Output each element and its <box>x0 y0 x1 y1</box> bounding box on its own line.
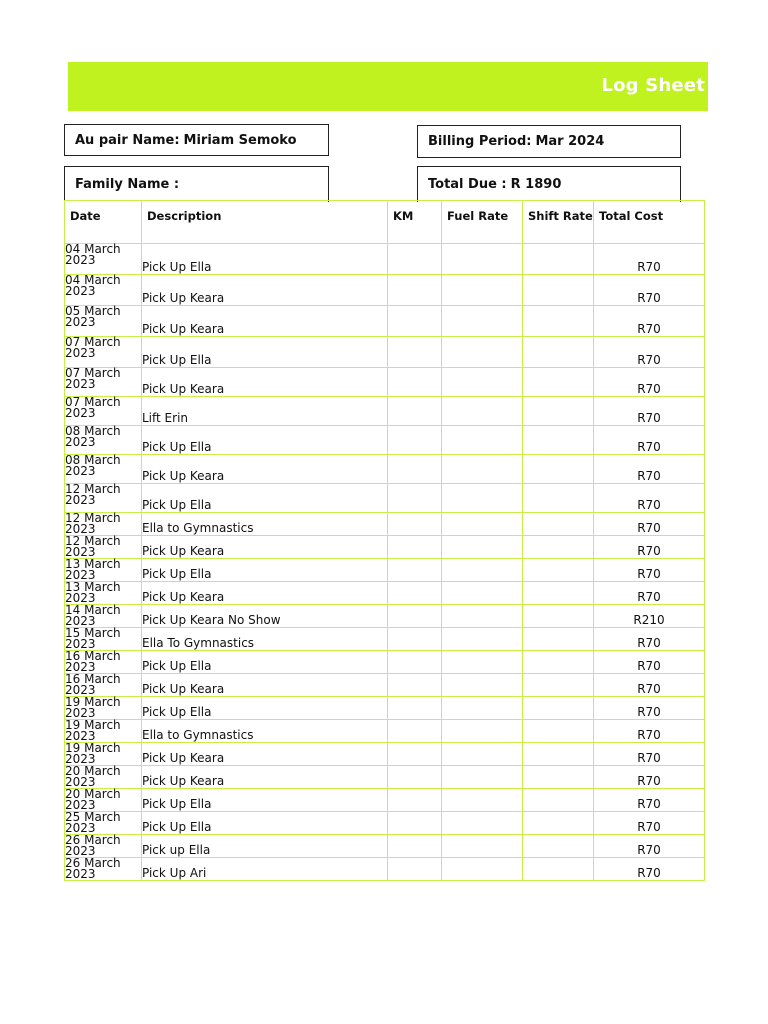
shift-rate-cell <box>523 244 594 275</box>
date-cell: 19 March 2023 <box>65 720 142 743</box>
fuel-rate-cell <box>442 789 523 812</box>
column-header-km: KM <box>388 201 442 244</box>
description-cell: Pick Up Keara <box>142 743 388 766</box>
table-row <box>65 244 705 275</box>
fuel-rate-cell <box>442 337 523 368</box>
column-header-fuel-rate: Fuel Rate <box>442 201 523 244</box>
table-row <box>65 789 705 812</box>
log-table <box>64 200 705 881</box>
shift-rate-cell <box>523 275 594 306</box>
fuel-rate-cell <box>442 858 523 881</box>
table-row <box>65 582 705 605</box>
table-row <box>65 397 705 426</box>
total-cost-cell: R70 <box>594 697 705 720</box>
total-cost-cell: R70 <box>594 743 705 766</box>
table-row <box>65 651 705 674</box>
fuel-rate-cell <box>442 605 523 628</box>
table-row <box>65 743 705 766</box>
km-cell <box>388 275 442 306</box>
km-cell <box>388 559 442 582</box>
description-cell: Pick Up Keara <box>142 368 388 397</box>
km-cell <box>388 306 442 337</box>
fuel-rate-cell <box>442 743 523 766</box>
fuel-rate-cell <box>442 651 523 674</box>
km-cell <box>388 426 442 455</box>
date-cell: 26 March 2023 <box>65 858 142 881</box>
fuel-rate-cell <box>442 426 523 455</box>
fuel-rate-cell <box>442 536 523 559</box>
table-row <box>65 835 705 858</box>
total-cost-cell: R70 <box>594 674 705 697</box>
shift-rate-cell <box>523 397 594 426</box>
fuel-rate-cell <box>442 835 523 858</box>
fuel-rate-cell <box>442 484 523 513</box>
shift-rate-cell <box>523 743 594 766</box>
table-row <box>65 674 705 697</box>
description-cell: Pick Up Ari <box>142 858 388 881</box>
description-cell: Pick Up Keara <box>142 536 388 559</box>
total-cost-cell: R70 <box>594 812 705 835</box>
shift-rate-cell <box>523 306 594 337</box>
fuel-rate-cell <box>442 582 523 605</box>
page-title: Log Sheet <box>601 75 705 96</box>
description-cell: Lift Erin <box>142 397 388 426</box>
description-cell: Pick Up Keara <box>142 455 388 484</box>
table-row <box>65 720 705 743</box>
km-cell <box>388 484 442 513</box>
date-cell: 08 March 2023 <box>65 455 142 484</box>
date-cell: 25 March 2023 <box>65 812 142 835</box>
shift-rate-cell <box>523 697 594 720</box>
shift-rate-cell <box>523 337 594 368</box>
total-cost-cell: R70 <box>594 306 705 337</box>
fuel-rate-cell <box>442 674 523 697</box>
fuel-rate-cell <box>442 513 523 536</box>
shift-rate-cell <box>523 605 594 628</box>
column-header-total-cost: Total Cost <box>594 201 705 244</box>
shift-rate-cell <box>523 651 594 674</box>
shift-rate-cell <box>523 766 594 789</box>
date-cell: 12 March 2023 <box>65 513 142 536</box>
total-cost-cell: R70 <box>594 720 705 743</box>
table-row <box>65 484 705 513</box>
total-cost-cell: R70 <box>594 455 705 484</box>
km-cell <box>388 337 442 368</box>
description-cell: Ella To Gymnastics <box>142 628 388 651</box>
description-cell: Ella to Gymnastics <box>142 720 388 743</box>
total-cost-cell: R70 <box>594 789 705 812</box>
km-cell <box>388 743 442 766</box>
table-row <box>65 812 705 835</box>
shift-rate-cell <box>523 582 594 605</box>
family-name-box <box>64 166 329 202</box>
date-cell: 07 March 2023 <box>65 368 142 397</box>
shift-rate-cell <box>523 368 594 397</box>
header-banner <box>68 62 708 111</box>
date-cell: 26 March 2023 <box>65 835 142 858</box>
table-row <box>65 605 705 628</box>
shift-rate-cell <box>523 812 594 835</box>
total-cost-cell: R70 <box>594 651 705 674</box>
km-cell <box>388 697 442 720</box>
shift-rate-cell <box>523 720 594 743</box>
km-cell <box>388 674 442 697</box>
table-row <box>65 628 705 651</box>
shift-rate-cell <box>523 674 594 697</box>
date-cell: 13 March 2023 <box>65 559 142 582</box>
table-header-row <box>65 201 705 244</box>
family-label: Family Name : <box>75 177 180 192</box>
fuel-rate-cell <box>442 275 523 306</box>
date-cell: 12 March 2023 <box>65 536 142 559</box>
total-cost-cell: R70 <box>594 766 705 789</box>
date-cell: 19 March 2023 <box>65 743 142 766</box>
fuel-rate-cell <box>442 306 523 337</box>
shift-rate-cell <box>523 455 594 484</box>
total-cost-cell: R70 <box>594 559 705 582</box>
description-cell: Pick up Ella <box>142 835 388 858</box>
total-cost-cell: R70 <box>594 835 705 858</box>
shift-rate-cell <box>523 513 594 536</box>
km-cell <box>388 455 442 484</box>
km-cell <box>388 651 442 674</box>
description-cell: Pick Up Keara <box>142 275 388 306</box>
fuel-rate-cell <box>442 697 523 720</box>
shift-rate-cell <box>523 858 594 881</box>
table-row <box>65 697 705 720</box>
description-cell: Pick Up Ella <box>142 812 388 835</box>
total-cost-cell: R70 <box>594 275 705 306</box>
description-cell: Pick Up Ella <box>142 559 388 582</box>
date-cell: 14 March 2023 <box>65 605 142 628</box>
date-cell: 07 March 2023 <box>65 397 142 426</box>
description-cell: Pick Up Keara <box>142 582 388 605</box>
description-cell: Pick Up Ella <box>142 337 388 368</box>
total-label: Total Due : <box>428 177 507 192</box>
total-cost-cell: R70 <box>594 536 705 559</box>
table-row <box>65 337 705 368</box>
description-cell: Pick Up Ella <box>142 244 388 275</box>
total-cost-cell: R70 <box>594 858 705 881</box>
km-cell <box>388 789 442 812</box>
km-cell <box>388 835 442 858</box>
description-cell: Pick Up Keara <box>142 766 388 789</box>
date-cell: 07 March 2023 <box>65 337 142 368</box>
table-row <box>65 455 705 484</box>
shift-rate-cell <box>523 426 594 455</box>
description-cell: Pick Up Ella <box>142 789 388 812</box>
fuel-rate-cell <box>442 720 523 743</box>
description-cell: Pick Up Keara <box>142 674 388 697</box>
date-cell: 08 March 2023 <box>65 426 142 455</box>
date-cell: 16 March 2023 <box>65 674 142 697</box>
description-cell: Pick Up Ella <box>142 426 388 455</box>
total-cost-cell: R70 <box>594 397 705 426</box>
fuel-rate-cell <box>442 766 523 789</box>
total-cost-cell: R70 <box>594 244 705 275</box>
date-cell: 19 March 2023 <box>65 697 142 720</box>
km-cell <box>388 605 442 628</box>
fuel-rate-cell <box>442 628 523 651</box>
table-row <box>65 766 705 789</box>
total-cost-cell: R70 <box>594 368 705 397</box>
column-header-date: Date <box>65 201 142 244</box>
date-cell: 20 March 2023 <box>65 789 142 812</box>
column-header-shift-rate: Shift Rate <box>523 201 594 244</box>
km-cell <box>388 368 442 397</box>
billing-label: Billing Period: <box>428 134 532 149</box>
km-cell <box>388 766 442 789</box>
shift-rate-cell <box>523 789 594 812</box>
total-cost-cell: R70 <box>594 582 705 605</box>
shift-rate-cell <box>523 835 594 858</box>
total-cost-cell: R210 <box>594 605 705 628</box>
date-cell: 16 March 2023 <box>65 651 142 674</box>
description-cell: Ella to Gymnastics <box>142 513 388 536</box>
table-row <box>65 426 705 455</box>
table-row <box>65 368 705 397</box>
table-row <box>65 306 705 337</box>
fuel-rate-cell <box>442 368 523 397</box>
total-cost-cell: R70 <box>594 426 705 455</box>
fuel-rate-cell <box>442 397 523 426</box>
date-cell: 20 March 2023 <box>65 766 142 789</box>
fuel-rate-cell <box>442 244 523 275</box>
total-due-box <box>417 166 681 202</box>
total-cost-cell: R70 <box>594 513 705 536</box>
total-cost-cell: R70 <box>594 337 705 368</box>
billing-period-box <box>417 125 681 158</box>
km-cell <box>388 858 442 881</box>
description-cell: Pick Up Keara No Show <box>142 605 388 628</box>
column-header-description: Description <box>142 201 388 244</box>
shift-rate-cell <box>523 559 594 582</box>
km-cell <box>388 720 442 743</box>
billing-value: Mar 2024 <box>535 134 605 149</box>
km-cell <box>388 628 442 651</box>
table-row <box>65 275 705 306</box>
fuel-rate-cell <box>442 559 523 582</box>
total-cost-cell: R70 <box>594 484 705 513</box>
table-row <box>65 858 705 881</box>
shift-rate-cell <box>523 628 594 651</box>
date-cell: 13 March 2023 <box>65 582 142 605</box>
km-cell <box>388 812 442 835</box>
date-cell: 15 March 2023 <box>65 628 142 651</box>
table-row <box>65 513 705 536</box>
total-value: R 1890 <box>510 177 562 192</box>
fuel-rate-cell <box>442 812 523 835</box>
date-cell: 04 March 2023 <box>65 244 142 275</box>
km-cell <box>388 244 442 275</box>
fuel-rate-cell <box>442 455 523 484</box>
shift-rate-cell <box>523 536 594 559</box>
description-cell: Pick Up Ella <box>142 651 388 674</box>
date-cell: 05 March 2023 <box>65 306 142 337</box>
total-cost-cell: R70 <box>594 628 705 651</box>
table-row <box>65 559 705 582</box>
au-pair-label: Au pair Name: <box>75 132 180 148</box>
km-cell <box>388 397 442 426</box>
date-cell: 12 March 2023 <box>65 484 142 513</box>
km-cell <box>388 536 442 559</box>
description-cell: Pick Up Ella <box>142 484 388 513</box>
date-cell: 04 March 2023 <box>65 275 142 306</box>
km-cell <box>388 513 442 536</box>
table-row <box>65 536 705 559</box>
au-pair-value: Miriam Semoko <box>183 132 297 148</box>
description-cell: Pick Up Keara <box>142 306 388 337</box>
au-pair-name-box <box>64 124 329 156</box>
description-cell: Pick Up Ella <box>142 697 388 720</box>
km-cell <box>388 582 442 605</box>
shift-rate-cell <box>523 484 594 513</box>
